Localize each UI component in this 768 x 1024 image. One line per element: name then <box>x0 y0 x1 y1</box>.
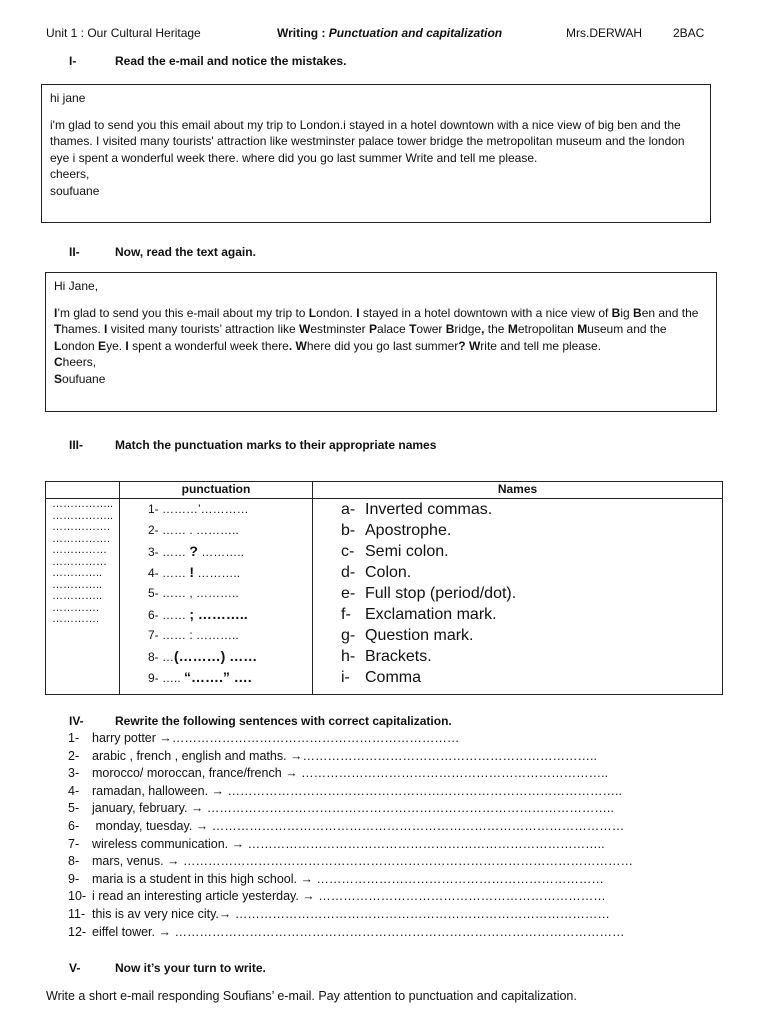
sentence-text: mars, venus. → ……………………………………………………………………………………………… <box>92 854 633 869</box>
highlighted-correction: , <box>481 322 485 336</box>
highlighted-correction: L <box>54 338 62 353</box>
text-segment: estminster <box>310 322 370 336</box>
name-letter: i- <box>341 669 350 686</box>
name-text: Question mark. <box>365 627 474 644</box>
highlighted-correction: B <box>633 305 642 320</box>
name-letter: d- <box>341 564 356 581</box>
text-segment: visited many tourists’ attraction like <box>107 322 299 336</box>
highlighted-correction: ? <box>458 338 466 353</box>
highlighted-correction: L <box>308 305 317 320</box>
item-prefix: …… <box>162 608 190 622</box>
email-with-mistakes <box>41 84 711 223</box>
answer-blank: ……………. <box>52 532 111 545</box>
sentence-number: 3- <box>68 766 80 781</box>
sentence-text: this is av very nice city.→ ……………………………………………………………………………… <box>92 906 610 921</box>
highlighted-correction: M <box>577 322 588 336</box>
text-segment: ondon. <box>316 305 357 320</box>
writing-topic: Punctuation and capitalization <box>328 26 503 40</box>
text-segment: useum and the <box>587 322 667 336</box>
answer-blank: ………….. <box>52 590 103 602</box>
answer-blank: …………. <box>52 613 100 625</box>
answer-blanks-column <box>46 499 120 695</box>
sentence-number: 1- <box>68 731 80 745</box>
item-number: 3- <box>148 545 163 559</box>
answer-blank: …………… <box>52 555 107 568</box>
punctuation-item <box>120 541 312 562</box>
email-closing: Cheers, <box>54 355 97 369</box>
highlighted-correction: . <box>288 338 293 353</box>
text-segment: stayed in a hotel downtown with a nice view of <box>359 305 612 320</box>
answer-blank: ………….. <box>52 567 103 579</box>
punctuation-item <box>120 583 312 604</box>
name-letter: e- <box>341 585 356 602</box>
names-column <box>313 499 723 695</box>
sentence-text: morocco/ moroccan, france/french → ……………………………………………………………….. <box>92 766 609 781</box>
match-table <box>45 481 723 695</box>
sentence-number: 5- <box>68 801 80 816</box>
name-letter: a- <box>341 501 356 518</box>
item-number: 6- <box>148 608 163 622</box>
item-prefix: …… . ……….. <box>162 523 239 537</box>
sentence-number: 9- <box>68 871 80 886</box>
highlighted-correction: B <box>611 305 621 320</box>
email-body <box>54 305 708 355</box>
sentence-text: eiffel tower. → ……………………………………………………………………………………………… <box>92 924 625 939</box>
name-text: Inverted commas. <box>365 501 493 518</box>
sentence-item <box>68 888 633 906</box>
item-prefix: …… <box>162 566 190 580</box>
highlighted-correction: E <box>98 338 107 353</box>
punctuation-item <box>120 667 312 688</box>
highlighted-correction: I <box>125 338 129 353</box>
name-text: Apostrophe. <box>365 522 452 539</box>
item-number: 2- <box>148 523 163 537</box>
text-segment: ridge <box>454 322 482 336</box>
name-letter: b- <box>341 522 356 539</box>
text-segment: ye. <box>106 338 126 353</box>
sentence-text: harry potter →…………………………………………………………… <box>92 731 460 745</box>
text-segment: ower <box>416 322 446 336</box>
sentence-text: january, february. → …………………………………………………………………………………….. <box>92 801 614 816</box>
sentence-number: 8- <box>68 854 80 869</box>
text-segment: here did you go last summer <box>306 338 459 353</box>
highlighted-correction: M <box>507 322 518 336</box>
punctuation-item <box>120 520 312 541</box>
email-greeting: Hi Jane, <box>54 279 99 293</box>
item-number: 1- <box>148 502 163 516</box>
item-number: 5- <box>148 586 163 600</box>
item-number: 4- <box>148 566 163 580</box>
punctuation-item <box>120 499 312 520</box>
name-item <box>313 562 722 583</box>
sentence-list <box>68 730 633 941</box>
item-prefix: ….. <box>162 671 185 685</box>
sentence-text: ramadan, halloween. → ………………………………………………………………………………….. <box>92 783 622 798</box>
worksheet-page: Unit 1 : Our Cultural Heritage Writing : Punctuation and capitalization Mrs.DERWAH 2BAC I- Read the e-mail and notice the mistakes. hi jane i'm glad to send you this email about my trip to London.i stayed in a hotel downtown with a nice view of big ben and the thames. I visited many tourists' attraction like westminster palace tower bridge the metropolitan museum and the london eye i spent a wonderful week there. where did you go last summer Write and tell me please. cheers, soufuane II- Now, read the text again. Hi Jane, I’m glad to send you this e-mail about my trip to London. I stayed in a hotel downtown with a nice view of Big Ben and the Thames. I visited many tourists’ attraction like Westminster Palace Tower Bridge, the Metropolitan Museum and the London Eye. I spent a wonderful week there. Where did you go last summer? Write and tell me please. Cheers, Soufuane III- Match the punctuation marks to their appropriate names punctuation Names …………….. …………….. ……………. ……………. …………… …………… ………….. ………….. ………….. …………. …………. 1- ………’………… 2- …… . ……….. 3- …… ? ……….. 4- …… ! ……….. 5- …… , ……….. 6- …… ; ……….. 7- …… : ……….. 8- …(………) …… 9- ….. “…….” …. a- Inverted commas. b- Apostrophe. c- Semi colon. d- Colon. e- Full stop (period/dot). f- Exclamation mark. g- Question mark. h- Brackets. i- Comma IV- Rewrite the following sentences with correct capitalization. 1- harry potter →…………………………………………………………… 2- arabic , french , english and maths. →…………………………………………………………….. 3- morocco/ moroccan, france/french → ……………………………………………………………….. 4- ramadan, halloween. → ………………………………………………………………………………….. 5- january, february. → …………………………………………………………………………………….. 6- monday, tuesday. → ……………………………………………………………………………………… 7- wireless communication. → ………………………………………………………………………….. 8- mars, venus. → ……………………………………………………………………………………………… 9- maria is a student in this high school. → …………………………………………………………… 10- i read an interesting article yesterday. → …………………………………………………………… 11- this is av very nice city.→ ……………………………………………………………………………… 12- eiffel tower. → ……………………………………………………………………………………………… V- Now it’s your turn to write. Write a short e-mail responding Soufians’ e-mail. Pay attention to punctuation and capitalization. <box>0 0 768 1024</box>
name-item <box>313 541 722 562</box>
name-text: Brackets. <box>365 648 432 665</box>
text-segment: spent a wonderful week there <box>128 338 289 353</box>
answer-blank: …………….. <box>52 498 114 510</box>
email-corrected <box>45 272 717 412</box>
sentence-item <box>68 906 633 924</box>
email-body: i'm glad to send you this email about my trip to London.i stayed in a hotel downtown with a nice view of big ben and the thames. I visited many tourists' attraction like westminster palace tower bridge the metropolitan museum and the london eye i spent a wonderful week there. where did you go last summer Write and tell me please. <box>50 117 685 165</box>
text-segment: ’m glad to send you this e-mail about my trip to <box>57 305 309 320</box>
punctuation-mark: “…….” …. <box>184 669 252 685</box>
highlighted-correction: W <box>299 322 311 336</box>
item-prefix: ………’………… <box>162 502 249 516</box>
sentence-item <box>68 748 633 766</box>
sentence-number: 2- <box>68 748 80 763</box>
highlighted-correction: T <box>54 322 62 336</box>
name-letter: h- <box>341 648 356 665</box>
sentence-item <box>68 853 633 871</box>
highlighted-correction: W <box>468 338 481 353</box>
name-letter: g- <box>341 627 356 644</box>
name-item <box>313 646 722 667</box>
punctuation-item <box>120 625 312 646</box>
text-segment: ondon <box>61 338 99 353</box>
writing-title <box>277 26 502 40</box>
text-segment: hames. <box>61 322 105 336</box>
sentence-item <box>68 765 633 783</box>
names-header: Names <box>313 482 723 499</box>
punctuation-column <box>120 499 313 695</box>
name-item <box>313 520 722 541</box>
sentence-item <box>68 818 633 836</box>
item-number: 9- <box>148 671 163 685</box>
sentence-text: arabic , french , english and maths. →…………………………………………………………….. <box>92 748 597 763</box>
unit-title: Unit 1 : Our Cultural Heritage <box>46 26 201 40</box>
punctuation-mark: ? <box>189 543 198 559</box>
text-segment: rite and tell me please. <box>480 338 602 353</box>
name-text: Comma <box>365 669 422 686</box>
sentence-item <box>68 871 633 889</box>
highlighted-correction: I <box>104 322 108 336</box>
text-segment: etropolitan <box>517 322 578 336</box>
item-number: 7- <box>148 628 163 642</box>
item-prefix: …… , ……….. <box>162 586 239 600</box>
answer-blank: …………. <box>52 601 100 614</box>
sentence-number: 4- <box>68 783 80 798</box>
sentence-text: i read an interesting article yesterday. → …………………………………………………………… <box>92 889 606 904</box>
answer-blank: …………….. <box>52 509 114 522</box>
punctuation-item <box>120 562 312 583</box>
item-prefix: …… <box>162 545 190 559</box>
name-item <box>313 625 722 646</box>
item-prefix: …… : ……….. <box>162 628 239 642</box>
writing-label: Writing : <box>277 26 329 40</box>
name-item <box>313 499 722 520</box>
item-prefix: … <box>162 650 175 664</box>
teacher-name: Mrs.DERWAH <box>566 26 642 40</box>
highlighted-correction: I <box>54 305 58 320</box>
highlighted-correction: T <box>409 322 417 336</box>
sentence-number: 12- <box>68 924 87 939</box>
punctuation-mark: ; ……….. <box>189 606 248 622</box>
name-text: Exclamation mark. <box>365 606 497 623</box>
sentence-item <box>68 836 633 854</box>
sentence-item <box>68 924 633 942</box>
highlighted-correction: P <box>369 322 378 336</box>
email-closing: cheers, <box>50 167 90 181</box>
sentence-item <box>68 800 633 818</box>
punctuation-item <box>120 646 312 667</box>
sentence-item <box>68 730 633 748</box>
punctuation-header: punctuation <box>120 482 313 499</box>
text-segment: alace <box>377 322 410 336</box>
sentence-item <box>68 783 633 801</box>
email-signature: Soufuane <box>54 371 106 386</box>
name-item <box>313 604 722 625</box>
sentence-number: 10- <box>68 889 87 904</box>
name-text: Colon. <box>365 564 412 581</box>
answer-blank: ………….. <box>52 578 103 591</box>
sentence-text: monday, tuesday. → ……………………………………………………………………………………… <box>92 818 625 833</box>
final-instruction: Write a short e-mail responding Soufians’ e-mail. Pay attention to punctuation and capitalization. <box>46 989 577 1003</box>
punctuation-mark: ! <box>189 564 195 580</box>
text-segment: the <box>484 322 508 336</box>
name-letter: f- <box>341 606 351 623</box>
sentence-text: wireless communication. → ………………………………………………………………………….. <box>92 836 605 851</box>
punctuation-mark: (………) …… <box>174 648 258 664</box>
name-item <box>313 667 722 688</box>
punctuation-item <box>120 604 312 625</box>
email-greeting: hi jane <box>50 91 86 105</box>
item-suffix: ……….. <box>194 566 241 580</box>
text-segment: en and the <box>641 305 699 320</box>
class-level: 2BAC <box>673 26 705 40</box>
name-text: Full stop (period/dot). <box>365 585 517 602</box>
highlighted-correction: I <box>356 305 360 320</box>
sentence-number: 7- <box>68 836 80 851</box>
answer-blank: …………… <box>52 544 107 556</box>
sentence-number: 11- <box>68 906 86 921</box>
name-item <box>313 583 722 604</box>
item-number: 8- <box>148 650 163 664</box>
email-signature: soufuane <box>50 183 100 198</box>
sentence-text: maria is a student in this high school. → …………………………………………………………… <box>92 871 604 886</box>
text-segment: ig <box>620 305 634 320</box>
sentence-number: 6- <box>68 818 80 833</box>
item-suffix: ……….. <box>197 545 244 559</box>
answer-blank: ……………. <box>52 521 111 533</box>
name-text: Semi colon. <box>365 543 449 560</box>
highlighted-correction: W <box>295 338 307 353</box>
highlighted-correction: B <box>445 322 455 336</box>
name-letter: c- <box>341 543 355 560</box>
